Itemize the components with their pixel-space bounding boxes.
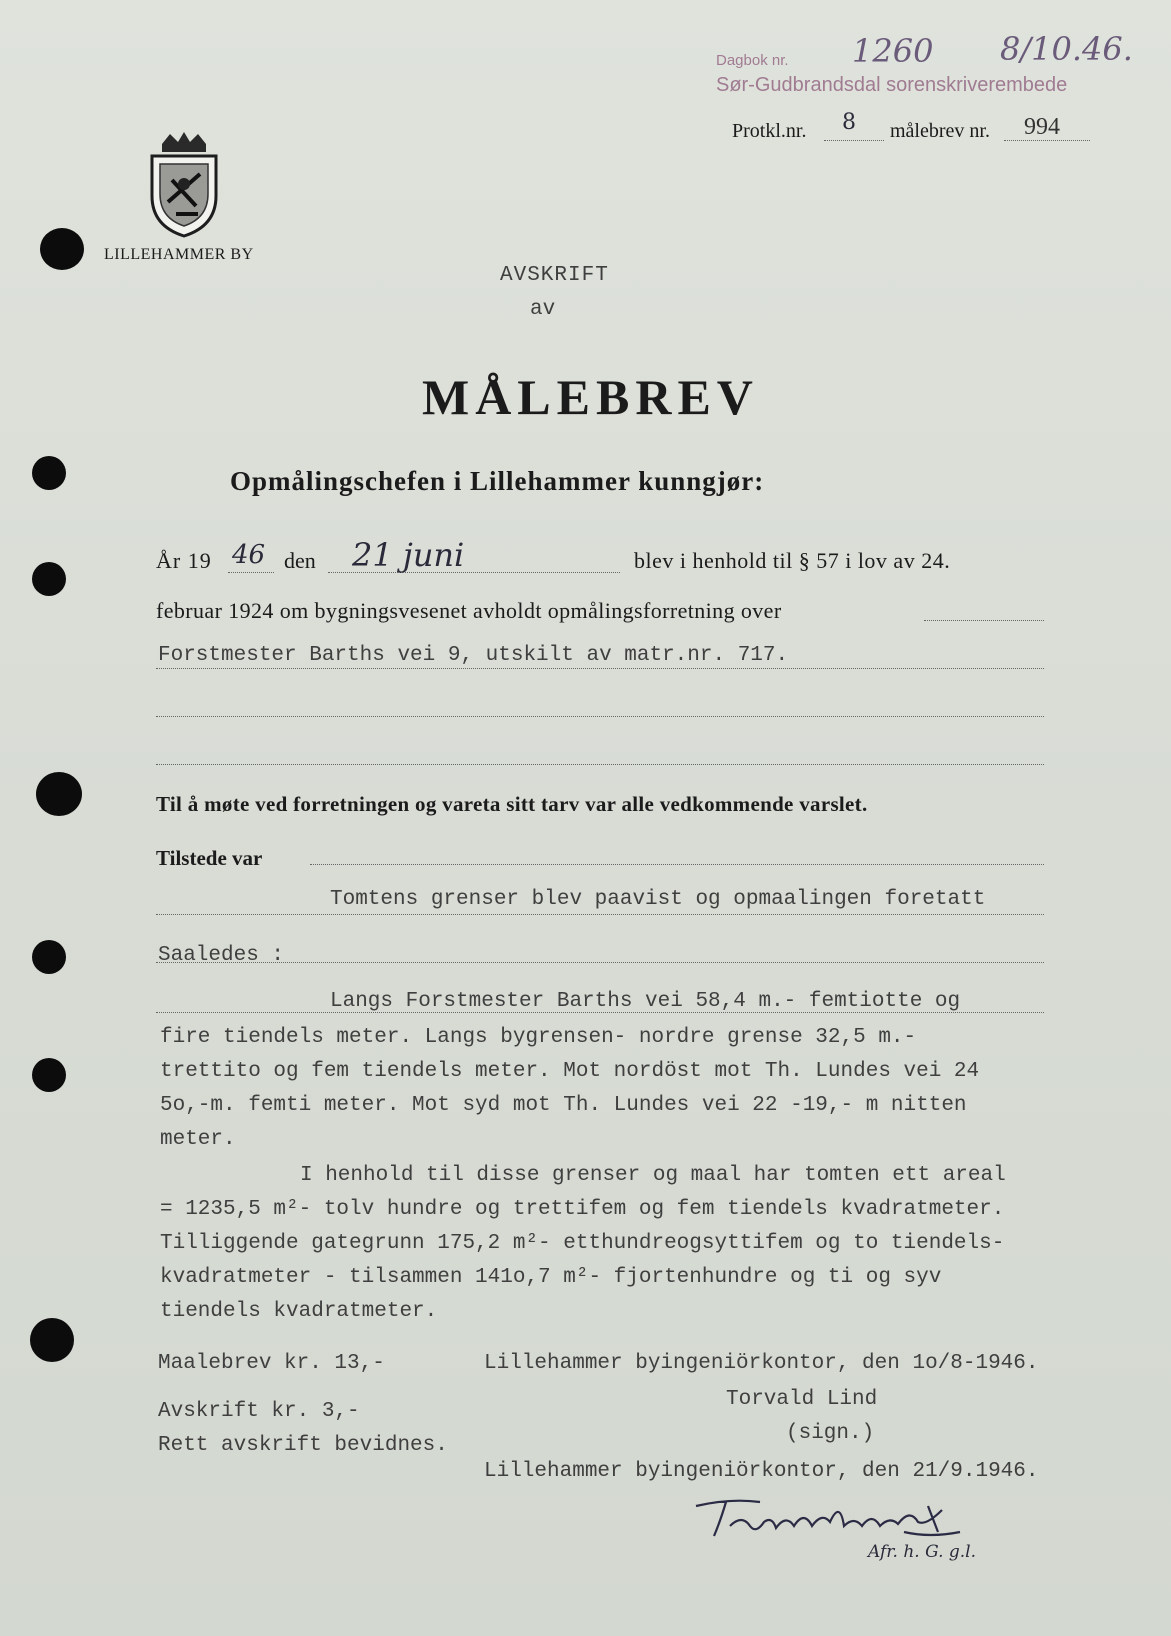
area-line: I henhold til disse grenser og maal har tomten ett areal xyxy=(300,1164,1006,1187)
body-line1-a: År 19 xyxy=(156,548,212,573)
office-date: Lillehammer byingeniörkontor, den 1o/8-1946. xyxy=(484,1352,1039,1375)
signer-name: Torvald Lind xyxy=(726,1388,878,1411)
signed-note: (sign.) xyxy=(786,1422,875,1445)
stamp-date: 8/10.46. xyxy=(1000,30,1133,68)
crest-caption: LILLEHAMMER BY xyxy=(104,246,254,263)
handwritten-initials: Afr. h. G. g.l. xyxy=(868,1542,977,1562)
punch-hole xyxy=(36,772,82,816)
description-dots xyxy=(156,1012,1044,1013)
description-line: trettito og fem tiendels meter. Mot nordöst mot Th. Lundes vei 24 xyxy=(160,1060,980,1083)
punch-hole xyxy=(32,940,66,974)
lillehammer-coat-of-arms-icon xyxy=(142,130,226,238)
present-dots-2 xyxy=(156,914,1044,915)
property-dots xyxy=(156,668,1044,669)
line2-dots xyxy=(924,620,1044,621)
certified-text: Rett avskrift bevidnes. xyxy=(158,1434,448,1457)
copy-fee: Avskrift kr. 3,- xyxy=(158,1400,360,1423)
punch-hole xyxy=(32,562,66,596)
handwritten-date: 21 juni xyxy=(352,536,465,574)
heading-av: av xyxy=(530,298,556,321)
stamp-office: Sør-Gudbrandsdal sorenskriverembede xyxy=(716,74,1068,96)
body-line1-b: den xyxy=(284,548,316,573)
malebrev-label: målebrev nr. xyxy=(890,120,990,142)
notice-text: Til å møte ved forretningen og vareta sitt tarv var alle vedkommende varslet. xyxy=(156,792,868,816)
protocol-dots xyxy=(824,140,884,141)
stamp-dagbok-number: 1260 xyxy=(852,32,934,70)
typed-property: Forstmester Barths vei 9, utskilt av matr.nr. 717. xyxy=(158,644,789,667)
area-line: tiendels kvadratmeter. xyxy=(160,1300,438,1323)
year-dots xyxy=(228,572,274,573)
fee-text: Maalebrev kr. 13,- xyxy=(158,1352,385,1375)
date-dots xyxy=(328,572,620,573)
blank-dots-1 xyxy=(156,716,1044,717)
description-line: fire tiendels meter. Langs bygrensen- nordre grense 32,5 m.- xyxy=(160,1026,917,1049)
office-date-2: Lillehammer byingeniörkontor, den 21/9.1946. xyxy=(484,1460,1039,1483)
description-line: 5o,-m. femti meter. Mot syd mot Th. Lundes vei 22 -19,- m nitten xyxy=(160,1094,967,1117)
handwritten-year: 46 xyxy=(232,540,266,570)
punch-hole xyxy=(30,1318,74,1362)
protocol-number: 8 xyxy=(842,110,856,135)
body-line1-c: blev i henhold til § 57 i lov av 24. xyxy=(634,548,951,573)
body-line2: februar 1924 om bygningsvesenet avholdt opmålingsforretning over xyxy=(156,598,782,623)
saaledes-dots xyxy=(156,962,1044,963)
present-label: Tilstede var xyxy=(156,846,263,870)
punch-hole xyxy=(32,1058,66,1092)
blank-dots-2 xyxy=(156,764,1044,765)
description-line: Langs Forstmester Barths vei 58,4 m.- femtiotte og xyxy=(330,990,961,1013)
present-dots xyxy=(310,864,1044,865)
typed-saaledes: Saaledes : xyxy=(158,944,285,967)
area-line: Tilliggende gategrunn 175,2 m²- etthundreogsyttifem og to tiendels- xyxy=(160,1232,1005,1255)
area-line: kvadratmeter - tilsammen 141o,7 m²- fjortenhundre og ti og syv xyxy=(160,1266,942,1289)
malebrev-number: 994 xyxy=(1024,114,1060,140)
punch-hole xyxy=(32,456,66,490)
stamp-dagbok-label: Dagbok nr. xyxy=(716,52,789,69)
page-title: MÅLEBREV xyxy=(422,369,759,425)
punch-hole xyxy=(40,228,84,270)
typed-present: Tomtens grenser blev paavist og opmaalingen foretatt xyxy=(330,888,986,911)
protocol-label: Protkl.nr. xyxy=(732,120,807,142)
description-line: meter. xyxy=(160,1128,236,1151)
heading-avskrift: AVSKRIFT xyxy=(500,264,609,287)
page-subtitle: Opmålingschefen i Lillehammer kunngjør: xyxy=(230,466,765,496)
area-line: = 1235,5 m²- tolv hundre og trettifem og fem tiendels kvadratmeter. xyxy=(160,1198,1005,1221)
